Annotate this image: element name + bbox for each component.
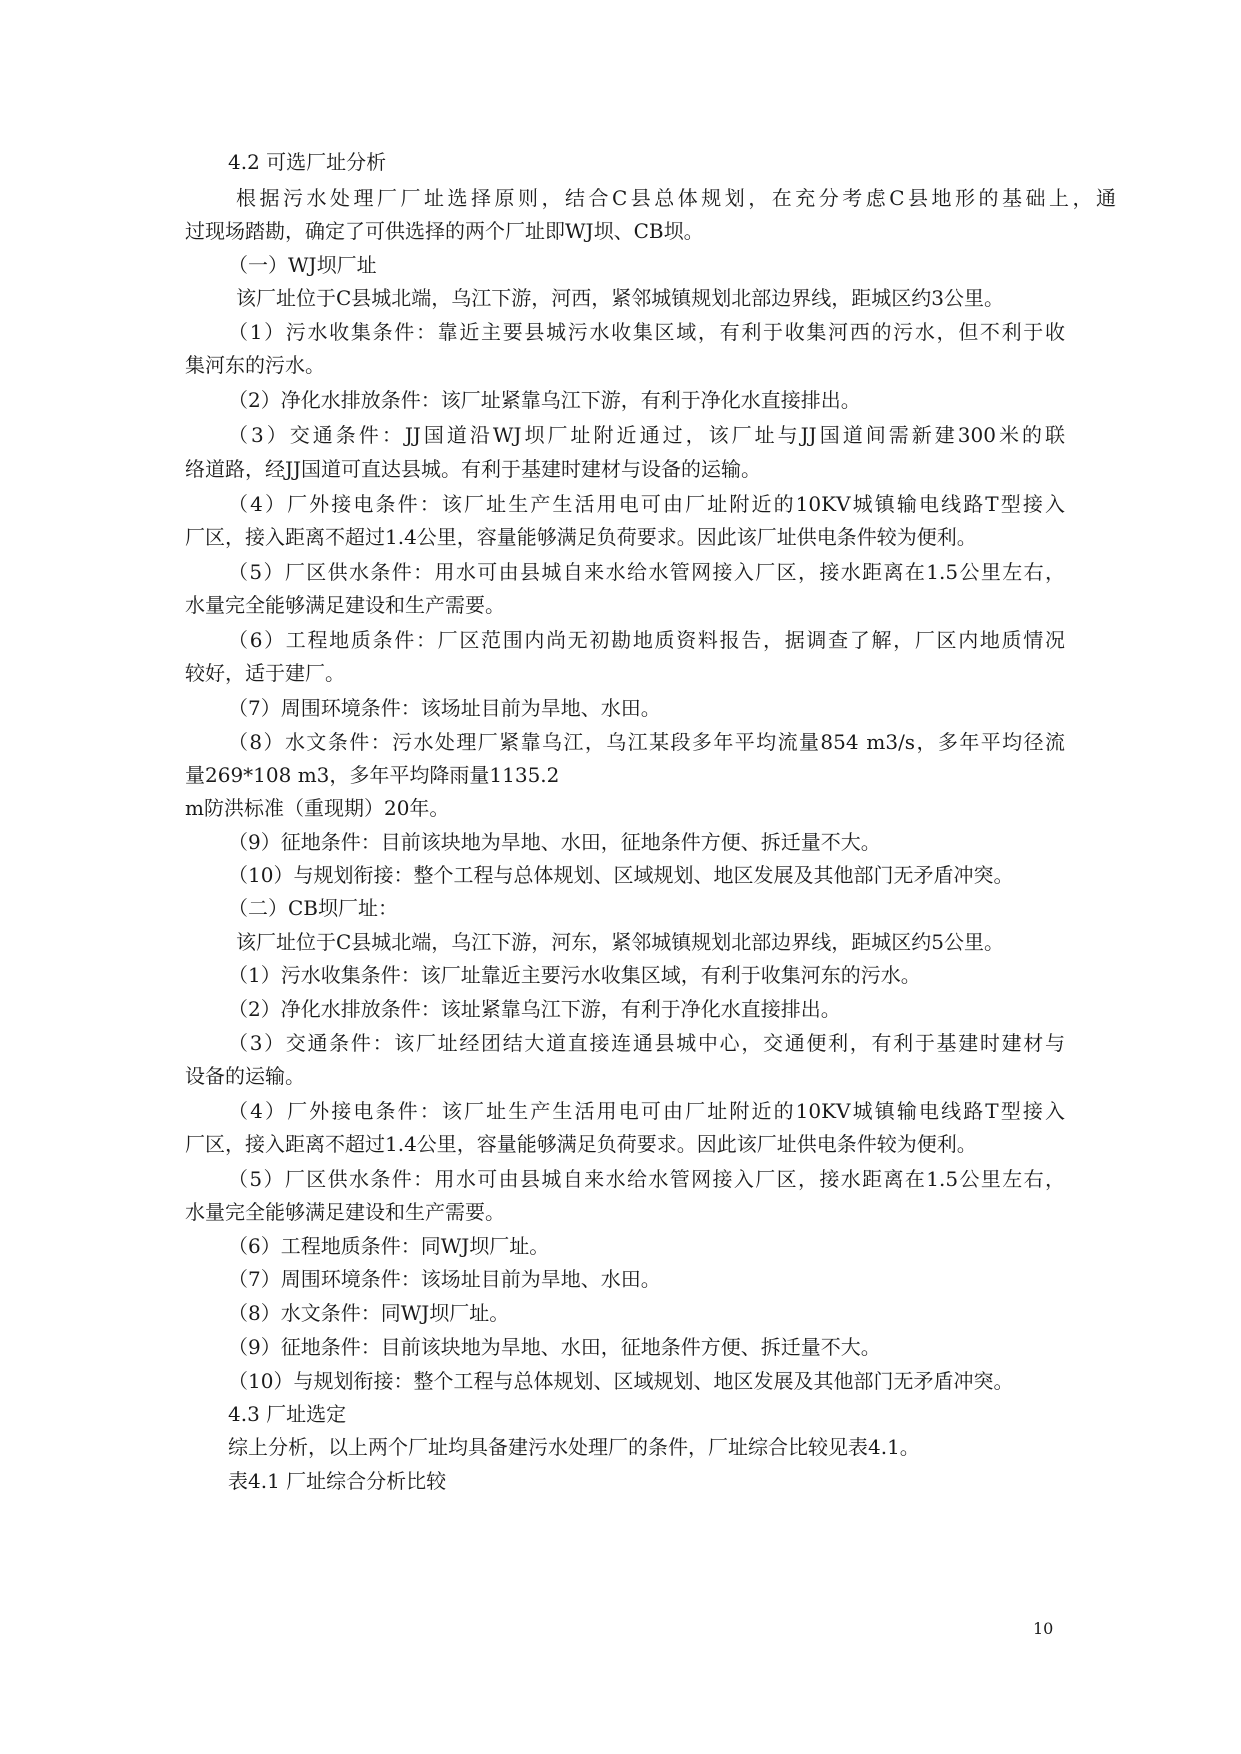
paragraph-line: 厂区，接入距离不超过1.4公里，容量能够满足负荷要求。因此该厂址供电条件较为便利。 xyxy=(185,525,977,549)
paragraph-line: （9）征地条件：目前该块地为旱地、水田，征地条件方便、拆迁量不大。 xyxy=(228,830,881,854)
paragraph-line: （10）与规划衔接：整个工程与总体规划、区域规划、地区发展及其他部门无矛盾冲突。 xyxy=(228,863,1014,887)
paragraph-line: （7）周围环境条件：该场址目前为旱地、水田。 xyxy=(228,1267,661,1291)
section-heading: 4.2 可选厂址分析 xyxy=(228,150,387,174)
section-heading: 4.3 厂址选定 xyxy=(228,1402,347,1426)
paragraph-line: 水量完全能够满足建设和生产需要。 xyxy=(185,1200,505,1224)
paragraph-line: 较好，适于建厂。 xyxy=(185,661,345,685)
paragraph-line: （6）工程地质条件：同WJ坝厂址。 xyxy=(228,1234,550,1258)
paragraph-line: （1）污水收集条件：该厂址靠近主要污水收集区域，有利于收集河东的污水。 xyxy=(228,963,921,987)
paragraph-line: （8）水文条件：污水处理厂紧靠乌江，乌江某段多年平均流量854 m3/s，多年平均径流 xyxy=(228,730,1065,754)
table-caption: 表4.1 厂址综合分析比较 xyxy=(228,1469,447,1493)
paragraph-line: 过现场踏勘，确定了可供选择的两个厂址即WJ坝、CB坝。 xyxy=(185,219,704,243)
page-number: 10 xyxy=(1033,1619,1054,1638)
paragraph-line: 厂区，接入距离不超过1.4公里，容量能够满足负荷要求。因此该厂址供电条件较为便利。 xyxy=(185,1132,977,1156)
paragraph-line: 根据污水处理厂厂址选择原则，结合C县总体规划，在充分考虑C县地形的基础上，通 xyxy=(236,186,1116,210)
paragraph-line: （5）厂区供水条件：用水可由县城自来水给水管网接入厂区，接水距离在1.5公里左右， xyxy=(228,560,1065,584)
paragraph-line: （8）水文条件：同WJ坝厂址。 xyxy=(228,1301,510,1325)
paragraph-line: 集河东的污水。 xyxy=(185,353,325,377)
paragraph-line: 综上分析，以上两个厂址均具备建污水处理厂的条件，厂址综合比较见表4.1。 xyxy=(228,1435,920,1459)
paragraph-line: （10）与规划衔接：整个工程与总体规划、区域规划、地区发展及其他部门无矛盾冲突。 xyxy=(228,1369,1014,1393)
paragraph-line: （6）工程地质条件：厂区范围内尚无初勘地质资料报告，据调查了解，厂区内地质情况 xyxy=(228,628,1065,652)
paragraph-line: m防洪标准（重现期）20年。 xyxy=(185,796,450,820)
paragraph-line: （3）交通条件：JJ国道沿WJ坝厂址附近通过，该厂址与JJ国道间需新建300米的联 xyxy=(228,423,1065,447)
paragraph-line: （9）征地条件：目前该块地为旱地、水田，征地条件方便、拆迁量不大。 xyxy=(228,1335,881,1359)
paragraph-line: （4）厂外接电条件：该厂址生产生活用电可由厂址附近的10KV城镇输电线路T型接入 xyxy=(228,492,1065,516)
paragraph-line: 设备的运输。 xyxy=(185,1064,305,1088)
paragraph-line: （3）交通条件：该厂址经团结大道直接连通县城中心，交通便利，有利于基建时建材与 xyxy=(228,1031,1065,1055)
paragraph-line: （2）净化水排放条件：该址紧靠乌江下游，有利于净化水直接排出。 xyxy=(228,997,841,1021)
paragraph-line: 络道路，经JJ国道可直达县城。有利于基建时建材与设备的运输。 xyxy=(185,457,762,481)
paragraph-line: 该厂址位于C县城北端，乌江下游，河东，紧邻城镇规划北部边界线，距城区约5公里。 xyxy=(236,930,1005,954)
paragraph-line: 量269*108 m3，多年平均降雨量1135.2 xyxy=(185,763,560,787)
subsection-heading: （二）CB坝厂址： xyxy=(228,896,398,920)
paragraph-line: （4）厂外接电条件：该厂址生产生活用电可由厂址附近的10KV城镇输电线路T型接入 xyxy=(228,1099,1065,1123)
paragraph-line: （1）污水收集条件：靠近主要县城污水收集区域，有利于收集河西的污水，但不利于收 xyxy=(228,320,1065,344)
paragraph-line: （7）周围环境条件：该场址目前为旱地、水田。 xyxy=(228,696,661,720)
paragraph-line: （5）厂区供水条件：用水可由县城自来水给水管网接入厂区，接水距离在1.5公里左右， xyxy=(228,1167,1065,1191)
paragraph-line: （2）净化水排放条件：该厂址紧靠乌江下游，有利于净化水直接排出。 xyxy=(228,388,861,412)
subsection-heading: （一）WJ坝厂址 xyxy=(228,253,377,277)
paragraph-line: 该厂址位于C县城北端，乌江下游，河西，紧邻城镇规划北部边界线，距城区约3公里。 xyxy=(236,286,1005,310)
paragraph-line: 水量完全能够满足建设和生产需要。 xyxy=(185,593,505,617)
